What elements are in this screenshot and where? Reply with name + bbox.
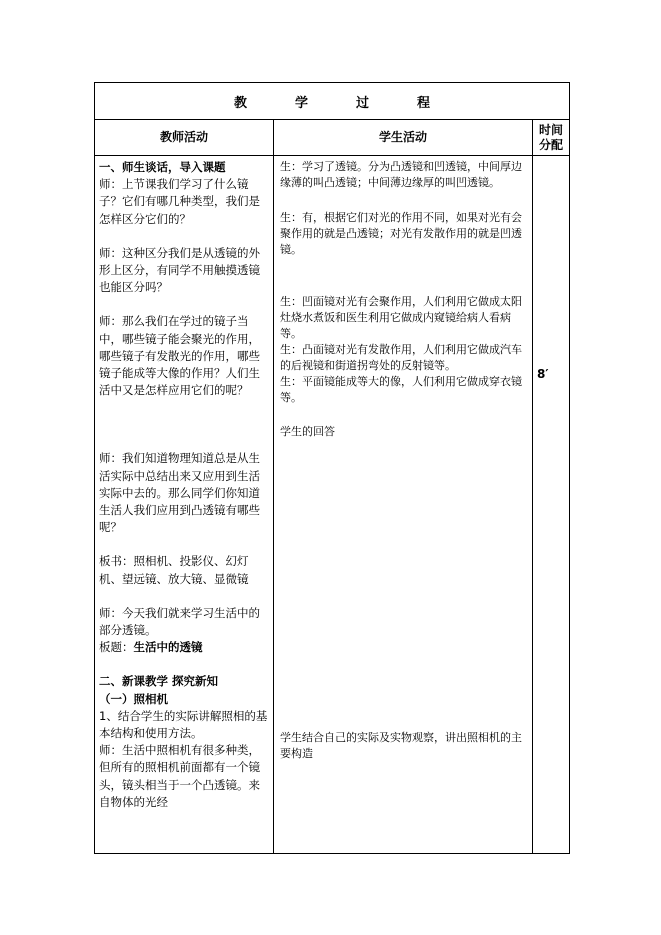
header-teacher-activity: 教师活动 [95,120,274,156]
teacher-paragraph-8: 1、结合学生的实际讲解照相的基本结构和使用方法。 [99,708,268,741]
student-answer-7: 学生结合自己的实际及实物观察，讲出照相机的主要构造 [280,731,522,760]
teacher-paragraph-4: 师：我们知道物理知道总是从生活实际中总结出来又应用到生活实际中去的。那么同学们你知道生活人我们应用到凸透镜有哪些呢？ [99,451,260,535]
header-time-line1: 时间 [538,122,563,137]
student-answer-2: 生：有，根据它们对光的作用不同，如果对光有会聚作用的就是凸透镜；对光有发散作用的就是凹透镜。 [280,211,522,256]
section1-title: 一、师生谈话，导入课题 [99,160,226,174]
teacher-paragraph-6: 师：今天我们就来学习生活中的部分透镜。 [99,605,260,638]
teacher-paragraph-3: 师：那么我们在学过的镜子当中，哪些镜子能会聚光的作用，哪些镜子有发散光的作用，哪些镜子能成等大像的作用？人们生活中又是怎样应用它们的呢？ [99,314,260,398]
student-answer-6: 学生的回答 [280,425,335,438]
board-title-value: 生活中的透镜 [133,640,203,655]
teacher-paragraph-1: 师：上节课我们学习了什么镜子？它们有哪几种类型，我们是怎样区分它们的？ [99,177,260,226]
student-activity-cell [274,156,533,854]
table-title [95,83,570,120]
student-answer-5: 生：平面镜能成等大的像，人们利用它做成穿衣镜等。 [280,375,522,404]
subsection-camera-title: （一）照相机 [99,691,168,706]
section2-title: 二、新课教学 探究新知 [99,674,219,689]
header-time-line2: 分配 [538,137,563,152]
student-answer-4: 生：凸面镜对光有发散作用，人们利用它做成汽车的后视镜和街道拐弯处的反射镜等。 [280,343,522,372]
teacher-activity-cell [95,156,274,854]
title-char-2: 学 [294,95,308,111]
title-char-4: 程 [417,95,431,111]
teacher-paragraph-9: 师：生活中照相机有很多种类，但所有的照相机前面都有一个镜头，镜头相当于一个凸透镜。来自物体的光经 [99,743,260,809]
student-answer-1: 生：学习了透镜。分为凸透镜和凹透镜，中间厚边缘薄的叫凸透镜；中间薄边缘厚的叫凹透镜。 [280,160,522,189]
time-allocation-cell [533,156,570,854]
board-title-label: 板题： [99,640,134,655]
header-student-activity: 学生活动 [274,120,533,156]
header-time-allocation [533,120,570,156]
teacher-paragraph-5: 板书：照相机、投影仪、幻灯机、望远镜、放大镜、显微镜 [99,554,249,586]
teacher-paragraph-7 [99,639,269,656]
student-answer-3: 生：凹面镜对光有会聚作用，人们利用它做成太阳灶烧水煮饭和医生利用它做成内窥镜给病人看病等。 [280,295,522,340]
title-char-1: 教 [233,95,247,111]
title-char-3: 过 [356,95,370,111]
teacher-paragraph-2: 师：这种区分我们是从透镜的外形上区分，有同学不用触摸透镜也能区分吗？ [99,245,260,295]
time-value-1: 8′ [537,367,549,381]
teaching-process-table [94,82,570,854]
